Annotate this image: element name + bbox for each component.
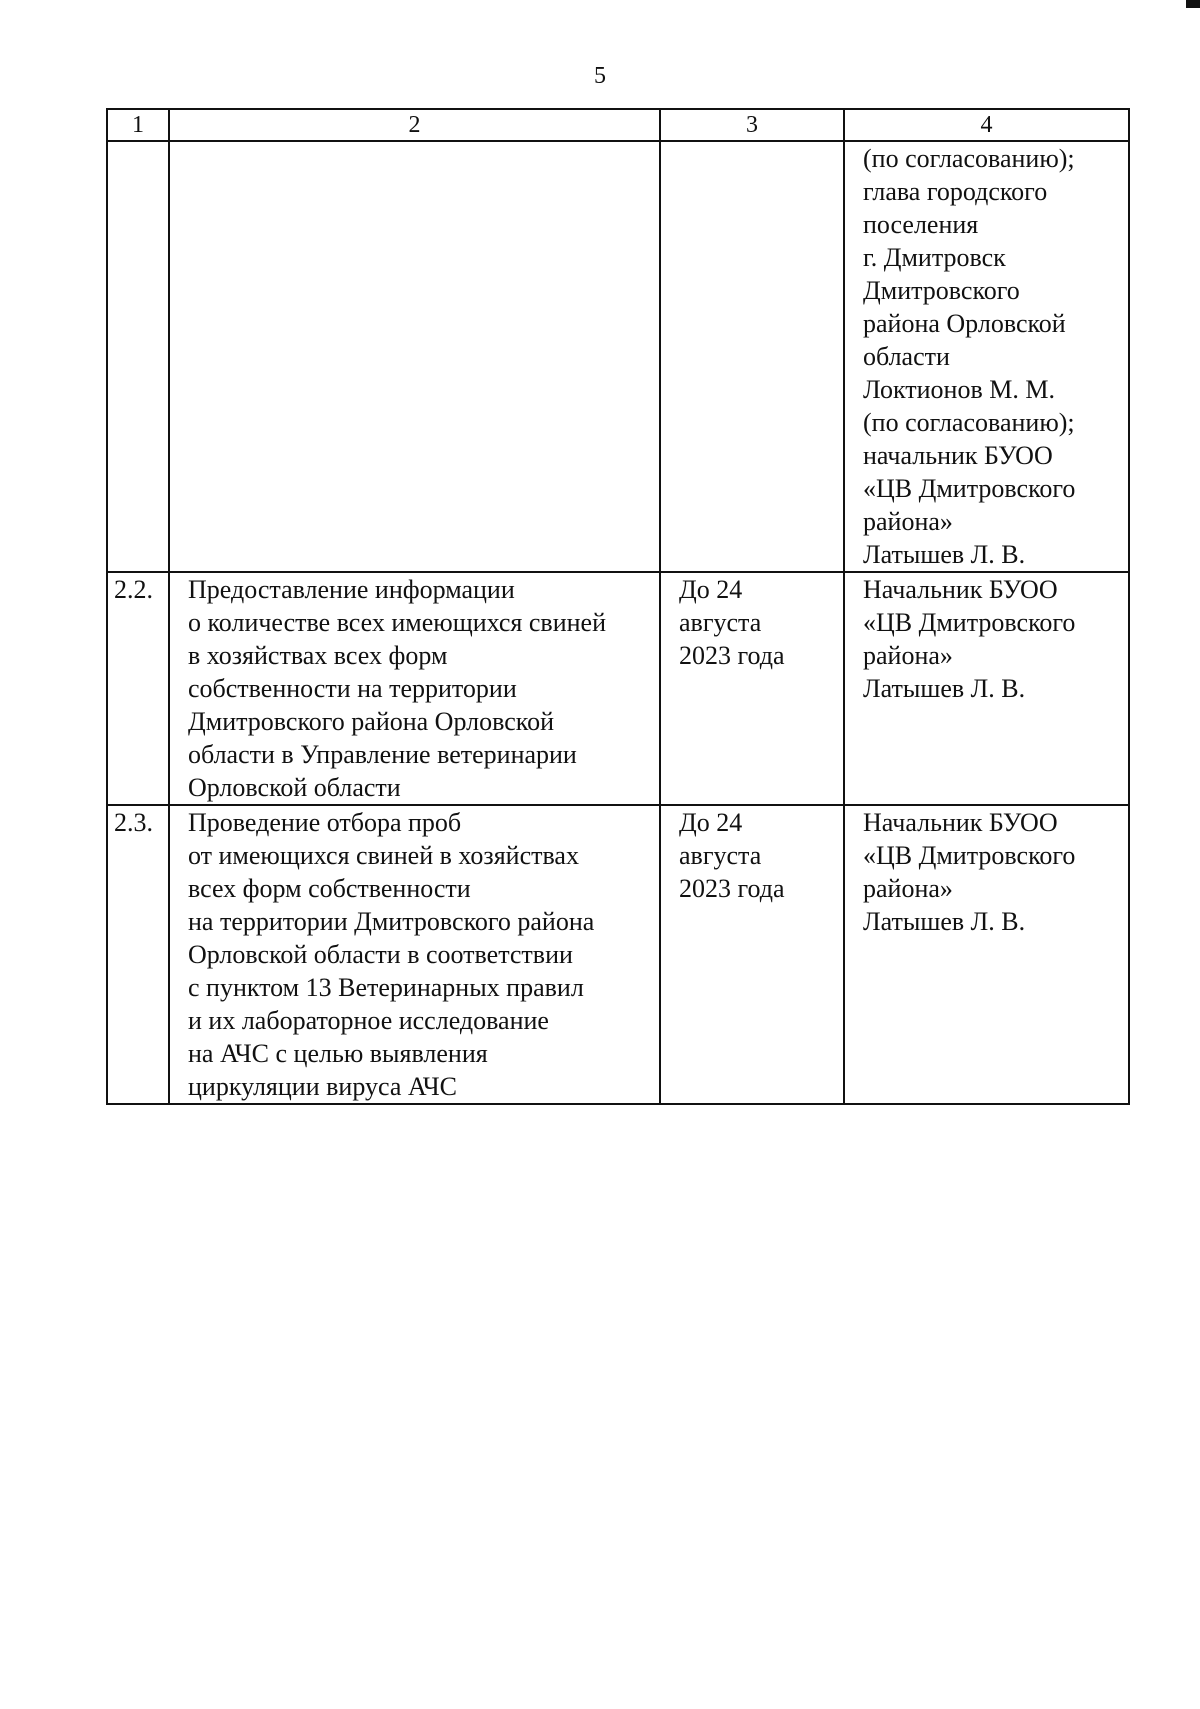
column-header: 2 xyxy=(169,109,660,141)
column-header: 1 xyxy=(107,109,169,141)
responsible-line: поселения xyxy=(863,210,979,239)
table-row xyxy=(107,141,1129,572)
activity-line: Предоставление информации xyxy=(188,575,515,604)
activity-line: о количестве всех имеющихся свиней xyxy=(188,608,606,637)
deadline-cell xyxy=(660,805,844,1104)
activity-line: на территории Дмитровского района xyxy=(188,907,595,936)
responsible-line: Дмитровского xyxy=(863,276,1020,305)
measures-table xyxy=(106,108,1130,1105)
scan-corner-mark xyxy=(1186,0,1200,8)
activity-line: Дмитровского района Орловской xyxy=(188,707,554,736)
responsible-cell xyxy=(844,805,1129,1104)
row-number-cell: 2.3. xyxy=(107,805,169,1104)
activity-line: собственности на территории xyxy=(188,674,517,703)
row-number-cell: 2.2. xyxy=(107,572,169,805)
responsible-line: Латышев Л. В. xyxy=(863,540,1026,569)
activity-cell xyxy=(169,805,660,1104)
responsible-line: района» xyxy=(863,641,953,670)
responsible-line: начальник БУОО xyxy=(863,441,1053,470)
activity-line: в хозяйствах всех форм xyxy=(188,641,448,670)
responsible-line: «ЦВ Дмитровского xyxy=(863,474,1076,503)
deadline-line: августа xyxy=(679,841,762,870)
activity-line: от имеющихся свиней в хозяйствах xyxy=(188,841,579,870)
table-row xyxy=(107,805,1129,1104)
responsible-line: «ЦВ Дмитровского xyxy=(863,608,1076,637)
deadline-line: августа xyxy=(679,608,762,637)
table-header-row xyxy=(107,109,1129,141)
activity-line: Проведение отбора проб xyxy=(188,808,462,837)
activity-line: циркуляции вируса АЧС xyxy=(188,1072,457,1101)
activity-line: всех форм собственности xyxy=(188,874,471,903)
deadline-line: До 24 xyxy=(679,575,743,604)
responsible-line: (по согласованию); xyxy=(863,144,1075,173)
responsible-line: Начальник БУОО xyxy=(863,575,1058,604)
activity-cell xyxy=(169,141,660,572)
row-number-cell xyxy=(107,141,169,572)
responsible-line: «ЦВ Дмитровского xyxy=(863,841,1076,870)
responsible-line: (по согласованию); xyxy=(863,408,1075,437)
activity-line: и их лабораторное исследование xyxy=(188,1006,549,1035)
activity-cell xyxy=(169,572,660,805)
activity-line: Орловской области xyxy=(188,773,401,802)
responsible-line: района» xyxy=(863,507,953,536)
deadline-cell xyxy=(660,572,844,805)
responsible-cell xyxy=(844,572,1129,805)
deadline-line: 2023 года xyxy=(679,641,785,670)
responsible-line: г. Дмитровск xyxy=(863,243,1006,272)
responsible-line: района» xyxy=(863,874,953,903)
responsible-cell xyxy=(844,141,1129,572)
responsible-line: Латышев Л. В. xyxy=(863,674,1026,703)
activity-line: с пунктом 13 Ветеринарных правил xyxy=(188,973,584,1002)
responsible-line: Начальник БУОО xyxy=(863,808,1058,837)
page-number: 5 xyxy=(594,63,606,89)
deadline-line: 2023 года xyxy=(679,874,785,903)
activity-line: области в Управление ветеринарии xyxy=(188,740,577,769)
table-row xyxy=(107,572,1129,805)
column-header: 3 xyxy=(660,109,844,141)
responsible-line: области xyxy=(863,342,950,371)
responsible-line: Латышев Л. В. xyxy=(863,907,1026,936)
deadline-cell xyxy=(660,141,844,572)
deadline-line: До 24 xyxy=(679,808,743,837)
responsible-line: глава городского xyxy=(863,177,1048,206)
responsible-line: Локтионов М. М. xyxy=(863,375,1055,404)
column-header: 4 xyxy=(844,109,1129,141)
activity-line: на АЧС с целью выявления xyxy=(188,1039,488,1068)
activity-line: Орловской области в соответствии xyxy=(188,940,573,969)
responsible-line: района Орловской xyxy=(863,309,1066,338)
